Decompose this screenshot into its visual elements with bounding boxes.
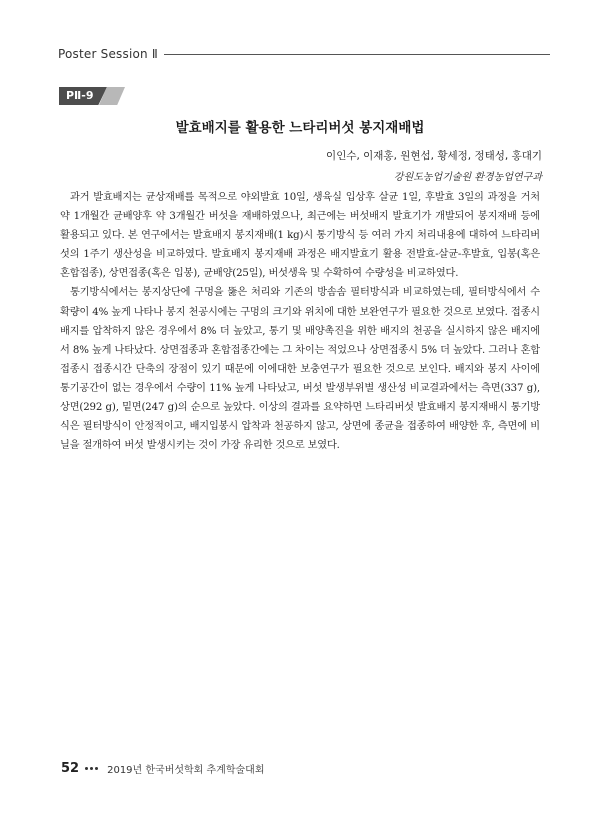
abstract-body bbox=[60, 188, 540, 455]
abstract-paragraph-2: 통기방식에서는 봉지상단에 구멍을 뚫은 처리와 기존의 방솜솜 필터방식과 비교하였는데, 필터방식에서 수확량이 4% 높게 나타나 봉지 천공시에는 구멍의 크기와 위치에 대한 보완연구가 필요한 것으로 보였다. 접종시 배지를 압착하지 않은 경우에서 8% 더 높았고, 통기 및 배양촉진을 위한 배지의 천공을 실시하지 않은 배지에서 8% 높게 나타났다. 상면접종과 혼합접종간에는 그 차이는 적었으나 상면접종시 5% 더 높았다. 그러나 혼합접종시 접종시간 단축의 장점이 있기 때문에 이에대한 보충연구가 필요한 것으로 보인다. 배지와 봉지 사이에 통기공간이 없는 경우에서 수량이 11% 높게 나타났고, 버섯 발생부위별 생산성 비교결과에서는 측면(337 g), 상면(292 g), 밑면(247 g)의 순으로 높았다. 이상의 결과를 요약하면 느타리버섯 발효배지 봉지재배시 통기방식은 필터방식이 안정적이고, 배지입봉시 압착과 천공하지 않고, 상면에 종균을 접종하여 배양한 후, 측면에 비닐을 절개하여 버섯 발생시키는 것이 가장 유리한 것으로 보였다. bbox=[60, 287, 540, 452]
page-number: 52 bbox=[61, 760, 80, 776]
paper-title: 발효배지를 활용한 느타리버섯 봉지재배법 bbox=[175, 120, 425, 136]
paper-authors: 이인수, 이재홍, 원현섭, 황세정, 정태성, 홍대기 bbox=[326, 150, 542, 162]
poster-id-badge bbox=[59, 87, 125, 105]
abstract-paragraph-1: 과거 발효배지는 균상재배를 목적으로 야외발효 10일, 생육실 입상후 살균 1일, 후발효 3일의 과정을 거처 약 1개월간 균배양후 약 3개월간 버섯을 재배하였으나, 최근에는 버섯배지 발효기가 개발되어 봉지재배 등에 활용되고 있다. 본 연구에서는 발효배지 봉지재배(1 kg)시 통기방식 등 여러 가지 처리내용에 대하여 느타리버섯의 1주기 생산성을 비교하였다. 발효배지 봉지재배 과정은 배지발효기 활용 전발효-살균-후발효, 입봉(혹은 혼합접종), 상면접종(혹은 입봉), 균배양(25일), 버섯생육 및 수확하여 수량성을 비교하였다. bbox=[60, 192, 540, 280]
header-rule bbox=[164, 54, 550, 55]
footer-dots-separator bbox=[85, 767, 100, 770]
poster-id-label: PⅡ-9 bbox=[66, 89, 94, 102]
running-header bbox=[58, 46, 550, 62]
paper-affiliation: 강원도농업기술원 환경농업연구과 bbox=[393, 172, 542, 183]
session-title: Poster Session Ⅱ bbox=[58, 47, 158, 61]
page-footer bbox=[61, 760, 264, 776]
footer-event-name: 2019년 한국버섯학회 추계학술대회 bbox=[107, 764, 265, 776]
